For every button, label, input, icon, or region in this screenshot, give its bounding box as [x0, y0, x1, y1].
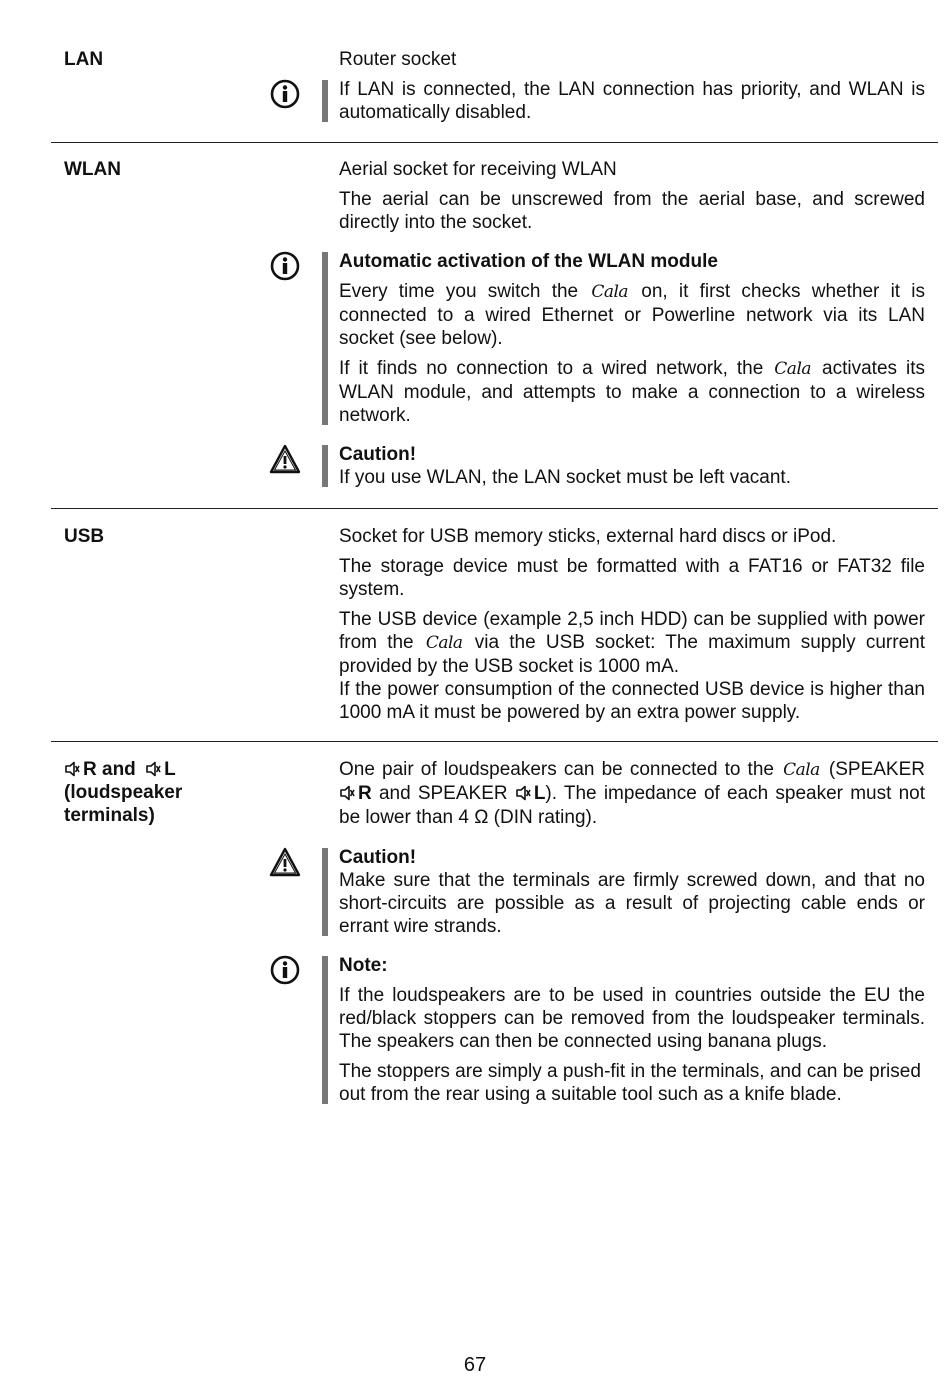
- speaker-note-paragraph-1: If the loudspeakers are to be used in countries outside the EU the red/black stoppers can be removed from the loudspeaker terminals. The speakers can then be connected using banana plugs.: [339, 985, 925, 1052]
- text-run: If it finds no connection to a wired network, the: [339, 358, 764, 379]
- speaker-icon: [145, 761, 161, 777]
- divider: [51, 508, 938, 509]
- note-bar: [322, 252, 328, 425]
- text-run: One pair of loudspeakers can be connected to the: [339, 759, 774, 780]
- usb-power-text: [339, 608, 925, 678]
- usb-extra-power-text: If the power consumption of the connected USB device is higher than 1000 mA it must be powered by an extra power supply.: [339, 679, 925, 723]
- text-run: on, it first checks whether it is connected to a wired Ethernet or Powerline network via its LAN socket (see below).: [339, 281, 925, 349]
- speaker-icon: [64, 761, 80, 777]
- wlan-info-paragraph-1: [339, 280, 925, 350]
- wlan-info-paragraph-2: [339, 357, 925, 427]
- note-bar: [322, 445, 328, 487]
- speaker-r-mark: R: [358, 783, 372, 804]
- warning-triangle-icon: [269, 443, 301, 475]
- speaker-note-paragraph-2: The stoppers are simply a push-fit in the terminals, and can be prised out from the rear using a suitable tool such as a knife blade.: [339, 1061, 921, 1105]
- text-run: The USB device (example 2,5 inch HDD) can be supplied with power from the: [339, 609, 925, 653]
- brand-logo: Cala: [774, 359, 812, 379]
- brand-logo: Cala: [425, 633, 463, 653]
- info-icon: [269, 250, 301, 282]
- divider: [51, 741, 938, 742]
- speaker-icon: [515, 785, 531, 801]
- note-bar: [322, 80, 328, 122]
- speaker-label-l: L: [164, 759, 176, 780]
- speaker-caution-text: Make sure that the terminals are firmly screwed down, and that no short-circuits are possible as a result of projecting cable ends or errant wire strands.: [339, 870, 925, 937]
- info-icon: [269, 954, 301, 986]
- usb-description: Socket for USB memory sticks, external hard discs or iPod.: [339, 526, 837, 547]
- wlan-description: Aerial socket for receiving WLAN: [339, 159, 617, 180]
- section-content-wlan: [339, 158, 925, 489]
- text-run: activates its WLAN module, and attempts to make a connection to a wireless network.: [339, 358, 926, 426]
- brand-logo: Cala: [783, 760, 820, 780]
- usb-format-text: The storage device must be formatted with a FAT16 or FAT32 file system.: [339, 556, 925, 600]
- speaker-description: [339, 758, 925, 830]
- speaker-caution-title: Caution!: [339, 847, 417, 868]
- text-run: and SPEAKER: [378, 783, 508, 804]
- speaker-caution-note: [322, 846, 925, 938]
- speaker-note-title: Note:: [339, 955, 388, 976]
- section-content-speaker: [339, 758, 925, 1106]
- section-label-lan: LAN: [64, 49, 104, 70]
- section-label-wlan: WLAN: [64, 159, 121, 180]
- speaker-label-rest: (loudspeaker terminals): [64, 782, 183, 826]
- wlan-caution-text: If you use WLAN, the LAN socket must be left vacant.: [339, 467, 791, 488]
- note-bar: [322, 956, 328, 1104]
- wlan-caution-title: Caution!: [339, 444, 417, 465]
- warning-triangle-icon: [269, 846, 301, 878]
- speaker-info-note: [322, 954, 925, 1106]
- text-run: (SPEAKER: [828, 759, 925, 780]
- page-number: 67: [463, 1354, 487, 1376]
- section-label-speaker: [64, 758, 274, 827]
- section-content-usb: [339, 525, 925, 724]
- lan-info-text: If LAN is connected, the LAN connection has priority, and WLAN is automatically disabled.: [339, 79, 925, 123]
- wlan-aerial-text: The aerial can be unscrewed from the aerial base, and screwed directly into the socket.: [339, 189, 925, 233]
- section-label-usb: USB: [64, 526, 105, 547]
- wlan-info-note: [322, 250, 925, 427]
- wlan-caution-note: [322, 443, 925, 489]
- text-run: via the USB socket: The maximum supply current provided by the USB socket is 1000 mA.: [339, 632, 925, 677]
- lan-info-note: [322, 78, 925, 124]
- wlan-info-title: Automatic activation of the WLAN module: [339, 251, 718, 272]
- brand-logo: Cala: [591, 282, 629, 302]
- info-icon: [269, 78, 301, 110]
- lan-description: Router socket: [339, 49, 457, 70]
- speaker-l-mark: L: [533, 783, 546, 804]
- section-content-lan: [339, 48, 925, 124]
- divider: [51, 142, 938, 143]
- text-run: ). The impedance of each speaker must not be lower than 4 Ω (DIN rating).: [339, 783, 925, 828]
- speaker-icon: [339, 785, 355, 801]
- speaker-label-r: R and: [83, 759, 136, 780]
- text-run: Every time you switch the: [339, 281, 579, 302]
- note-bar: [322, 848, 328, 936]
